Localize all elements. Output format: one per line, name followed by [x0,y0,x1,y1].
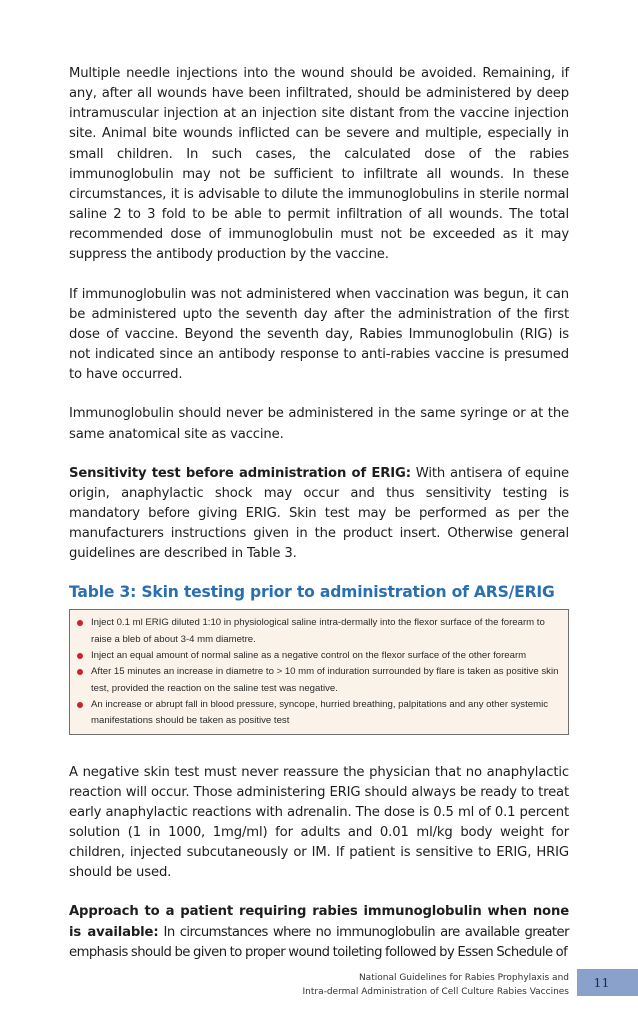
bullet-icon [77,653,83,659]
paragraph-delayed-immunoglobulin: If immunoglobulin was not administered when vaccination was begun, it can be administered upto the seventh day after the administration of the first dose of vaccine. Beyond the seventh day, Rabies Immunoglobulin (RIG) is not indicated since an antibody response to anti-rabies vaccine is presumed to have occurred. [69,286,569,383]
paragraph-syringe-warning: Immunoglobulin should never be administered in the same syringe or at the same anatomical site as vaccine. [69,406,569,442]
page-footer [229,971,569,999]
skin-testing-item [77,697,560,730]
skin-testing-item [77,648,560,664]
skin-testing-item [77,615,560,648]
page-content [69,64,569,982]
bullet-icon [77,669,83,675]
skin-testing-item-text: After 15 minutes an increase in diametre to > 10 mm of induration surrounded by flare is taken as positive skin test, provided the reaction on the saline test was negative. [91,666,559,694]
skin-testing-list [77,615,560,729]
skin-testing-item-text: Inject an equal amount of normal saline as a negative control on the flexor surface of the other forearm [91,650,527,662]
page-number: 11 [577,969,638,996]
skin-testing-item-text: An increase or abrupt fall in blood pressure, syncope, hurried breathing, palpitations and any other systemic manifestations should be taken as positive test [91,698,549,727]
no-immunoglobulin-text: In circumstances where no immunoglobulin are available greater emphasis should be given to proper wound toileting followed by Essen Schedule of [69,924,569,960]
sensitivity-test-heading: Sensitivity test before administration of ERIG: [69,465,411,481]
sensitivity-test-text: With antisera of equine origin, anaphylactic shock may occur and thus sensitivity testing is mandatory before giving ERIG. Skin test may be performed as per the manufacturers instructions given in the product insert. Otherwise general guidelines are described in Table 3. [69,465,569,562]
bullet-icon [77,620,83,626]
paragraph-negative-skin-test: A negative skin test must never reassure the physician that no anaphylactic reaction will occur. Those administering ERIG should always be ready to treat early anaphylactic reactions with adrenalin. The dose is 0.5 ml of 0.1 percent solution (1 in 1000, 1mg/ml) for adults and 0.01 ml/kg body weight for children, injected subcutaneously or IM. If patient is sensitive to ERIG, HRIG should be used. [69,764,569,881]
paragraph-sensitivity-test [69,464,569,565]
footer-line-1: National Guidelines for Rabies Prophylaxis and [358,973,569,983]
footer-line-2: Intra-dermal Administration of Cell Culture Rabies Vaccines [302,987,569,997]
skin-testing-item [77,664,560,697]
skin-testing-box [69,609,569,734]
table-3-title: Table 3: Skin testing prior to administration of ARS/ERIG [69,583,555,602]
paragraph-needle-injections: Multiple needle injections into the wound should be avoided. Remaining, if any, after all wounds have been infiltrated, should be administered by deep intramuscular injection at an injection site distant from the vaccine injection site. Animal bite wounds inflicted can be severe and multiple, especially in small children. In such cases, the calculated dose of the rabies immunoglobulin may not be sufficient to infiltrate all wounds. In these circumstances, it is advisable to dilute the immunoglobulins in sterile normal saline 2 to 3 fold to be able to permit infiltration of all wounds. The total recommended dose of immunoglobulin must not be exceeded as it may suppress the antibody production by the vaccine. [69,66,569,263]
bullet-icon [77,702,83,708]
no-immunoglobulin-heading: Approach to a patient requiring rabies immunoglobulin when none is available: [69,904,569,940]
skin-testing-item-text: Inject 0.1 ml ERIG diluted 1:10 in physiological saline intra-dermally into the flexor surface of the forearm to raise a bleb of about 3-4 mm diametre. [91,617,545,645]
paragraph-no-immunoglobulin [69,902,569,962]
